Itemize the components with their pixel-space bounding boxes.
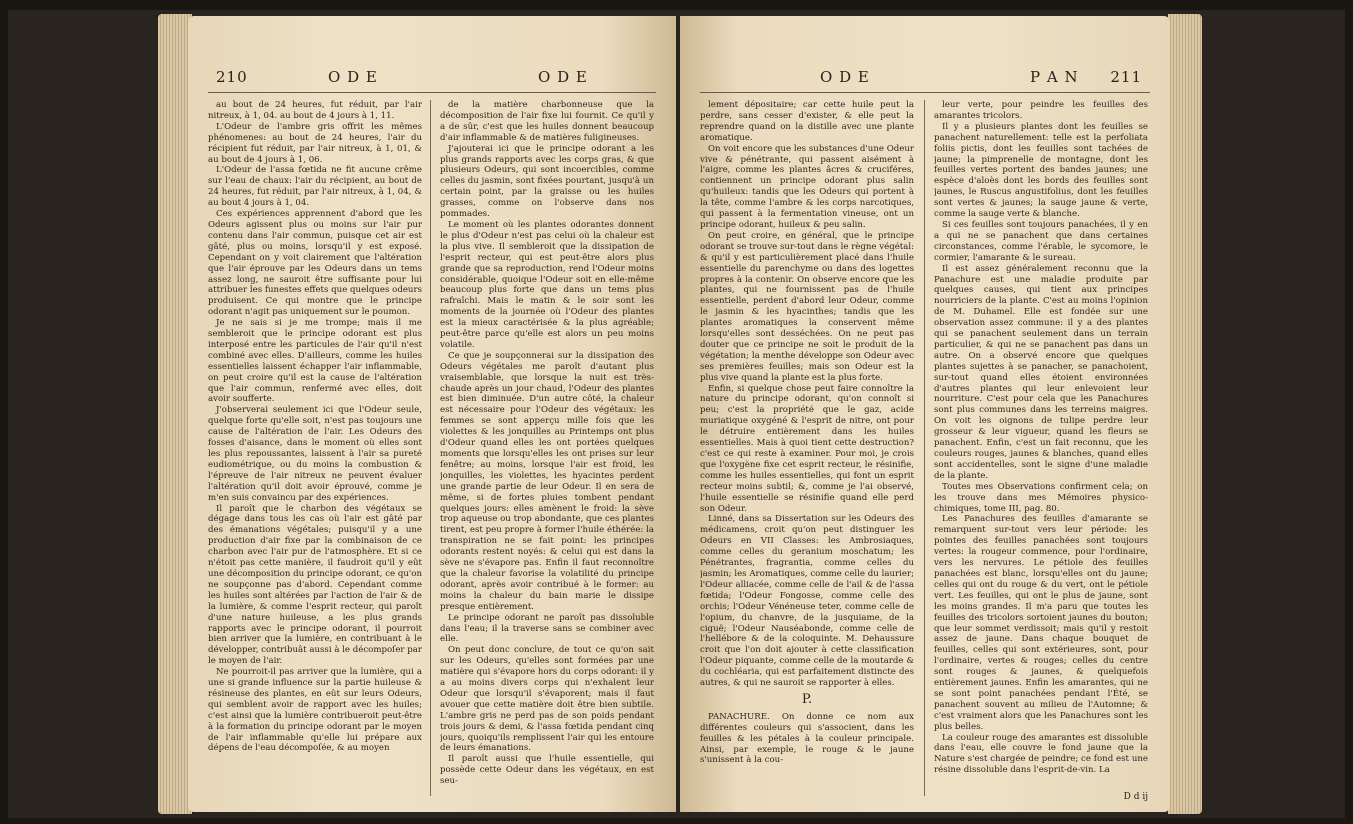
running-head: P A N [1030,68,1079,86]
paragraph: Je ne sais si je me trompe; mais il me sembleroit que le principe odorant est plus interposé entre les particules de l'air qu'il n'est combiné avec elles. D'ailleurs, comme les huiles essentielles laissent échapper l'air inflammable, on peut croire qu'il est la cause de l'altération que l'air commun, renfermé avec elles, doit avoir soufferte. [208,318,422,405]
paragraph: L'Odeur de l'ambre gris offrit les mêmes phénomenes: au bout de 24 heures, l'air du récipient fut réduit, par l'air nitreux, à 1, 01, & au bout de 4 jours à 1, 06. [208,121,422,165]
column-divider [430,100,431,796]
running-head: O D E [820,68,870,86]
paragraph: Les Panachures des feuilles d'amarante se remarquent sur-tout vers leur période: les pointes des feuilles panachées sont toujours vertes: la rougeur commence, pour l'ordinaire, vers les nervures. Le pétiole des feuilles panachées est blanc, lorsqu'elles ont du jaune; celles qui ont du rouge & du vert, ont le pétiole vert. Les feuilles, qui ont le plus de jaune, sont les moins grandes. Il m'a paru que toutes les feuilles des tricolors sortoient jaunes du bouton; que leur sommet verdissoit; mais qu'il y restoit assez de jaune. Dans chaque bouquet de feuilles, celles qui sont extérieures, sont, pour l'ordinaire, vertes & rouges; celles du centre sont rouges & jaunes, & quelquefois entièrement jaunes. Enfin les amarantes, qui ne se sont point panachées pendant l'Été, se panachent souvent au milieu de l'Automne; & c'est vraiment alors que les Panachures sont les plus belles. [934,514,1148,732]
paragraph: Si ces feuilles sont toujours panachées, il y en a qui ne se panachent que dans certaines circonstances, comme l'érable, le sycomore, le cormier, l'amarante & le sureau. [934,219,1148,263]
signature-mark: D d ij [1123,792,1148,802]
right-page [680,16,1170,812]
book-spread [8,10,1345,818]
page-edges-left [158,14,192,814]
paragraph: Linné, dans sa Dissertation sur les Odeurs des médicamens, croit qu'on peut distinguer les Odeurs en VII Classes: les Ambrosiaques, comme celles du geranium moschatum; les Pénétrantes, fragrantia, comme celles du jasmin; les Aromatiques, comme celle du laurier; l'Odeur alliacée, comme celle de l'ail & de l'assa fœtida; l'Odeur Fongosse, comme celle des orchis; l'Odeur Vénéneuse teter, comme celle de l'opium, du chanvre, de la jusquiame, de la ciguë; l'Odeur Nauséabonde, comme celle de l'hellébore & de la coloquinte. M. Dehaussure croit que l'on doit ajouter à cette classification l'Odeur piquante, comme celle de la moutarde & du cochléaria, qui est parfaitement distincte des autres, & qui ne sauroit se rapporter à elles. [700,514,914,689]
paragraph: Ces expériences apprennent d'abord que les Odeurs agissent plus ou moins sur l'air pur contenu dans l'air commun, puisque cet air est gâté, plus ou moins, lorsqu'il y est exposé. Cependant on y voit clairement que l'altération que l'air éprouve par les Odeurs dans un tems assez long, ne sauroit être suffisante pour lui attribuer les funestes effets que quelques odeurs produisent. Ce qui montre que le principe odorant n'agit pas uniquement sur le poumon. [208,209,422,318]
paragraph: lement dépositaire; car cette huile peut la perdre, sans cesser d'exister, & elle peut la reprendre quand on la distille avec une plante aromatique. [700,100,914,143]
paragraph: J'observerai seulement ici que l'Odeur seule, quelque forte qu'elle soit, n'est pas toujours une cause de l'altération de l'air. Les Odeurs des fosses d'aisance, dans le moment où elles sont les plus repoussantes, laissent à l'air sa pureté eudiométrique, ou du moins la combustion & l'épreuve de l'air nitreux ne peuvent évaluer l'altération qu'il doit avoir éprouvé, comme je m'en suis convaincu par des expériences. [208,405,422,503]
paragraph: PANACHURE. On donne ce nom aux différentes couleurs qui s'associent, dans les feuilles & les pétales à la couleur principale. Ainsi, par exemple, le rouge & le jaune s'unissent à la cou- [700,711,914,766]
paragraph: Il est assez généralement reconnu que la Panachure est une maladie produite par quelques causes, qui tient aux principes nourriciers de la plante. C'est au moins l'opinion de M. Duhamel. Elle est fondée sur une observation assez commune: il y a des plantes qui se panachent seulement dans un terrain particulier, & qui ne se panachent pas dans un autre. On a observé encore que quelques plantes sujettes à se panacher, se panachoient, sur-tout quand elles étoient environnées d'autres plantes qui leur enlevoient leur nourriture. C'est pour cela que les Panachures sont plus communes dans les terreins maigres. On voit les oignons de tulipe perdre leur grosseur & leur vigueur, quand les fleurs se panachent. Enfin, c'est un fait reconnu, que les couleurs rouges, jaunes & blanches, quand elles sont accidentelles, sont le signe d'une maladie de la plante. [934,263,1148,481]
left-page [188,16,676,812]
paragraph: leur verte, pour peindre les feuilles des amarantes tricolors. [934,100,1148,121]
paragraph: Le moment où les plantes odorantes donnent le plus d'Odeur n'est pas celui où la chaleur est la plus vive. Il sembleroit que la dissipation de l'esprit recteur, qui est peut-être alors plus grande que sa reproduction, rend l'Odeur moins considérable, quoique l'Odeur soit en elle-même beaucoup plus forte que dans un tems plus rafraîchi. Mais le matin & le soir sont les moments de la journée où l'Odeur des plantes est la mieux caractérisée & la plus agréable; peut-être parce qu'elle est alors un peu moins volatile. [440,219,654,350]
paragraph: Toutes mes Observations confirment cela; on les trouve dans mes Mémoires physico-chimiques, tome III, pag. 80. [934,481,1148,514]
page-number: 211 [1110,68,1142,86]
paragraph: L'Odeur de l'assa fœtida ne fit aucune crême sur l'eau de chaux: l'air du récipient, au bout de 24 heures, fut réduit, par l'air nitreux, à 1, 04, & au bout 4 jours à 1, 04. [208,165,422,209]
header-rule [208,92,656,93]
paragraph: On peut donc conclure, de tout ce qu'on sait sur les Odeurs, qu'elles sont formées par une matière qui s'évapore hors du corps odorant: il y a au moins divers corps qui n'exhalent leur Odeur que lorsqu'il s'évaporent; mais il faut avouer que cette matière doit être bien subtile. L'ambre gris ne perd pas de son poids pendant trois jours & demi, & l'assa fœtida pendant cinq jours, quoiqu'ils remplissent l'air qui les entoure de leurs émanations. [440,645,654,754]
right-page-header [700,68,1150,92]
paragraph: au bout de 24 heures, fut réduit, par l'air nitreux, à 1, 04. au bout de 4 jours à 1, 11. [208,100,422,121]
paragraph: On voit encore que les substances d'une Odeur vive & pénétrante, qui passent aisément à l'aigre, comme les plantes âcres & cruciféres, contiennent un principe odorant plus salin qu'huileux: tandis que les Odeurs qui portent à la tête, comme l'ambre & les corps narcotiques, qui passent à la fermentation vineuse, ont un principe odorant, huileux & peu salin. [700,143,914,230]
paragraph: Le principe odorant ne paroît pas dissoluble dans l'eau; il la traverse sans se combiner avec elle. [440,612,654,645]
paragraph: On peut croire, en général, que le principe odorant se trouve sur-tout dans le règne végétal: & qu'il y est particulièrement placé dans l'huile essentielle du parenchyme ou dans des logettes propres à la contenir. On observe encore que les plantes, qui ne fournissent pas de l'huile essentielle, perdent d'abord leur Odeur, comme le jasmin & les hyacinthes; tandis que les plantes aromatiques la conservent même lorsqu'elles sont desséchées. On ne peut pas douter que ce principe ne soit le produit de la végétation; la menthe développe son Odeur avec ses premières feuilles; mais son Odeur est la plus vive quand la plante est la plus forte. [700,230,914,383]
paragraph: de la matière charbonneuse que la décomposition de l'air fixe lui fournit. Ce qu'il y a de sûr, c'est que les huiles donnent beaucoup d'air inflammable & de matières fuligineuses. [440,100,654,143]
paragraph: J'ajouterai ici que le principe odorant a les plus grands rapports avec les corps gras, & que plusieurs Odeurs, qui sont incoercibles, comme celles du jasmin, sont fixées pourtant, jusqu'à un certain point, par la graisse ou les huiles grasses, comme on l'observe dans nos pommades. [440,143,654,220]
header-rule [700,92,1150,93]
running-head: O D E [328,68,378,86]
section-letter: P. [801,691,813,707]
paragraph: La couleur rouge des amarantes est dissoluble dans l'eau, elle couvre le fond jaune que la Nature s'est chargée de peindre; ce fond est une résine dissoluble dans l'esprit-de-vin. La [934,732,1148,776]
paragraph: Il paroît aussi que l'huile essentielle, qui possède cette Odeur dans les végétaux, en est seu- [440,754,654,787]
left-page-column-2 [440,100,654,796]
right-page-column-2 [934,100,1148,796]
left-page-column-1 [208,100,422,796]
page-number: 210 [216,68,248,86]
paragraph: Il y a plusieurs plantes dont les feuilles se panachent naturellement: telle est la perfoliata foliis pictis, dont les feuilles sont tachées de jaune; la pimprenelle de montagne, dont les feuilles vertes portent des bandes jaunes; une espèce d'aloès dont les bords des feuilles sont jaunes, le Ruscus angustifolius, dont les feuilles sont vertes & jaunes; la sauge jaune & verte, comme la sauge verte & blanche. [934,121,1148,220]
left-page-header [208,68,656,92]
page-edges-right [1168,14,1202,814]
right-page-column-1 [700,100,914,796]
running-head: O D E [538,68,588,86]
column-divider [924,100,925,796]
paragraph: Enfin, si quelque chose peut faire connoître la nature du principe odorant, qu'on connoît si peu; c'est la propriété que le gaz, acide muriatique oxygéné & l'esprit de nitre, ont pour le détruire entièrement dans les huiles essentielles. Mais à quoi tient cette destruction? c'est ce qui reste à examiner. Pour moi, je crois que l'oxygène fixe cet esprit recteur, le résinifie, comme les huiles essentielles, qui font un esprit recteur moins subtil; &, comme je l'ai observé, l'huile essentielle se résinifie quand elle perd son Odeur. [700,383,914,514]
paragraph: Il paroît que le charbon des végétaux se dégage dans tous les cas où l'air est gâté par des émanations végétales; puisqu'il y a une production d'air fixe par la combinaison de ce charbon avec l'air pur de l'atmosphère. Et si ce n'étoit pas cette manière, il faudroit qu'il y eût une décomposition du principe odorant, ce qu'on ne soupçonne pas d'abord. Cependant comme les huiles sont altérées par l'action de l'air & de la lumière, & comme l'esprit recteur, qui paroît d'une nature huileuse, a les plus grands rapports avec le principe odorant, il pourroit bien arriver que la lumière, en contribuant à le développer, contribuât aussi à le décompoſer par le moyen de l'air. [208,503,422,667]
paragraph: Ne pourroit-il pas arriver que la lumière, qui a une si grande influence sur la partie huileuse & résineuse des plantes, en eût sur leurs Odeurs, qui semblent avoir de rapport avec les huiles; c'est ainsi que la lumière contribueroit peut-être à la formation du principe odorant par le moyen de l'air inflammable qu'elle lui prépare aux dépens de l'eau décompoſée, & au moyen [208,667,422,754]
paragraph: Ce que je soupçonnerai sur la dissipation des Odeurs végétales me paroît d'autant plus vraisemblable, que lorsque la nuit est très-chaude après un jour chaud, l'Odeur des plantes est bien diminuée. D'un autre côté, la chaleur est nécessaire pour l'Odeur des végétaux: les femmes se sont apperçu mille fois que les violettes & les jonquilles au Printemps ont plus d'Odeur quand elles les ont portées quelques moments que lorsqu'elles les ont prises sur leur fenêtre; au moins, lorsque l'air est froid, les jonquilles, les violettes, les hyacintes perdent une grande partie de leur Odeur. Il en sera de même, si de fortes pluies tombent pendant quelques jours: elles amènent le froid: la sève trop aqueuse ou trop abondante, que ces plantes tirent, est peu propre à former l'huile éthérée: la transpiration ne se fait point: les principes odorants restent noyés: & celui qui est dans la sève ne s'évapore pas. Enfin il faut reconnoître que la chaleur favorise la volatilité du principe odorant, après avoir contribué à le former: au moins la chaleur du bain marie le dissipe presque entièrement. [440,350,654,612]
